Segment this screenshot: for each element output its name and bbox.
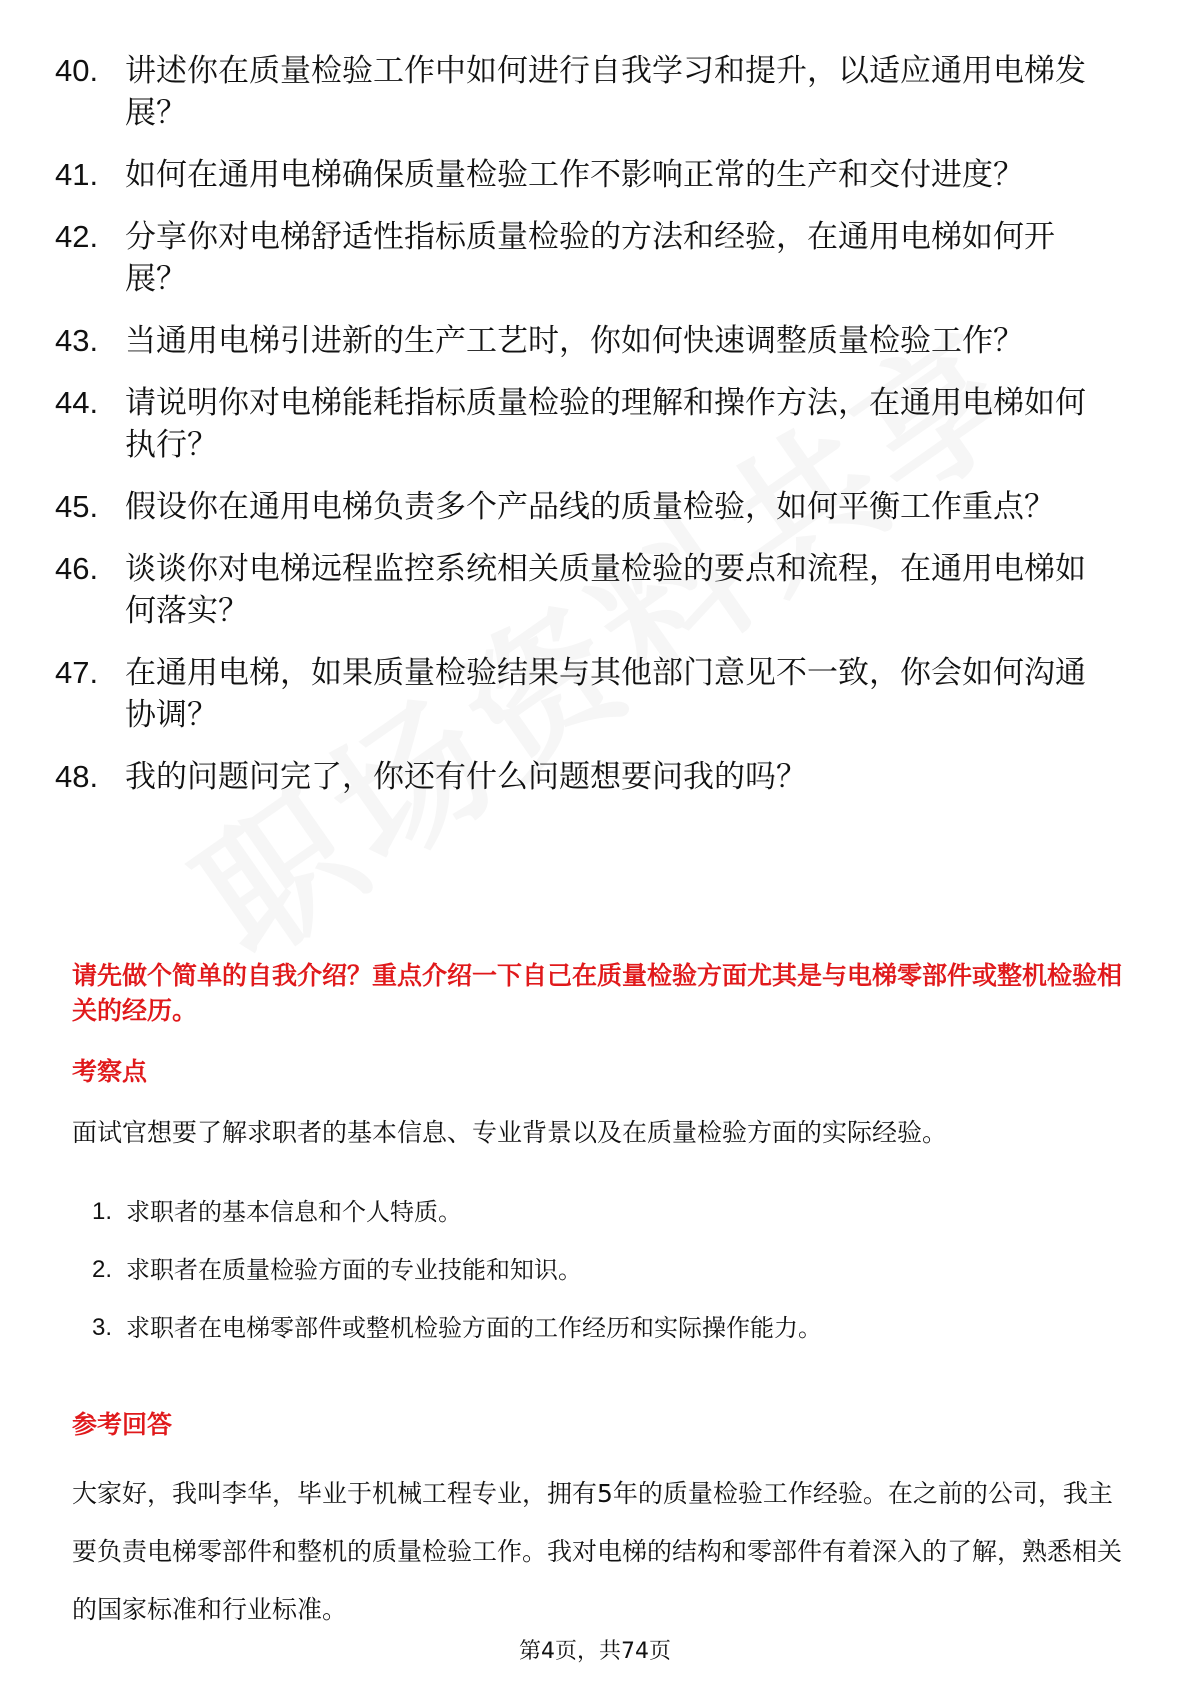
point-text: 求职者在电梯零部件或整机检验方面的工作经历和实际操作能力。 [126,1314,822,1342]
question-number: 41. [55,157,99,192]
reference-heading: 参考回答 [72,1410,173,1439]
question-text: 讲述你在质量检验工作中如何进行自我学习和提升，以适应通用电梯发展？ [125,53,1086,131]
question-number: 43. [55,323,99,358]
examination-intro: 面试官想要了解求职者的基本信息、专业背景以及在质量检验方面的实际经验。 [72,1118,948,1147]
list-item [72,1311,1132,1345]
question-text: 分享你对电梯舒适性指标质量检验的方法和经验，在通用电梯如何开展？ [125,219,1055,297]
list-item [72,1195,1132,1229]
question-text: 在通用电梯，如果质量检验结果与其他部门意见不一致，你会如何沟通协调？ [125,655,1086,733]
list-item [55,50,1135,134]
point-number: 2. [91,1256,112,1283]
question-number: 40. [55,53,99,88]
list-item [55,486,1135,528]
question-text: 谈谈你对电梯远程监控系统相关质量检验的要点和流程，在通用电梯如何落实？ [125,551,1086,629]
question-number: 45. [55,489,99,524]
point-number: 1. [91,1198,112,1225]
point-number: 3. [91,1314,112,1341]
point-text: 求职者的基本信息和个人特质。 [126,1198,462,1226]
page-number: 第4页，共74页 [519,1639,671,1664]
list-item [55,216,1135,300]
list-item [55,756,1135,798]
list-item [55,154,1135,196]
question-number: 42. [55,219,99,254]
list-item [55,320,1135,362]
question-text: 如何在通用电梯确保质量检验工作不影响正常的生产和交付进度？ [125,157,1024,193]
list-item [55,652,1135,736]
list-item [72,1253,1132,1287]
question-number: 46. [55,551,99,586]
list-item [55,548,1135,632]
question-number: 48. [55,759,99,794]
reference-answer: 大家好，我叫李华，毕业于机械工程专业，拥有5年的质量检验工作经验。在之前的公司，我主要负责电梯零部件和整机的质量检验工作。我对电梯的结构和零部件有着深入的了解，熟悉相关的国家标准和行业标准。 [72,1479,1123,1624]
point-text: 求职者在质量检验方面的专业技能和知识。 [126,1256,582,1284]
examination-points [72,1195,1132,1369]
examination-heading: 考察点 [72,1057,148,1086]
question-text: 我的问题问完了，你还有什么问题想要问我的吗？ [125,759,807,795]
featured-question: 请先做个简单的自我介绍？重点介绍一下自己在质量检验方面尤其是与电梯零部件或整机检验相关的经历。 [72,961,1123,1025]
question-number: 44. [55,385,99,420]
list-item [55,382,1135,466]
question-number: 47. [55,655,99,690]
question-list [55,50,1135,818]
question-text: 当通用电梯引进新的生产工艺时，你如何快速调整质量检验工作？ [125,323,1024,359]
question-text: 请说明你对电梯能耗指标质量检验的理解和操作方法，在通用电梯如何执行？ [125,385,1086,463]
question-text: 假设你在通用电梯负责多个产品线的质量检验，如何平衡工作重点？ [125,489,1055,525]
